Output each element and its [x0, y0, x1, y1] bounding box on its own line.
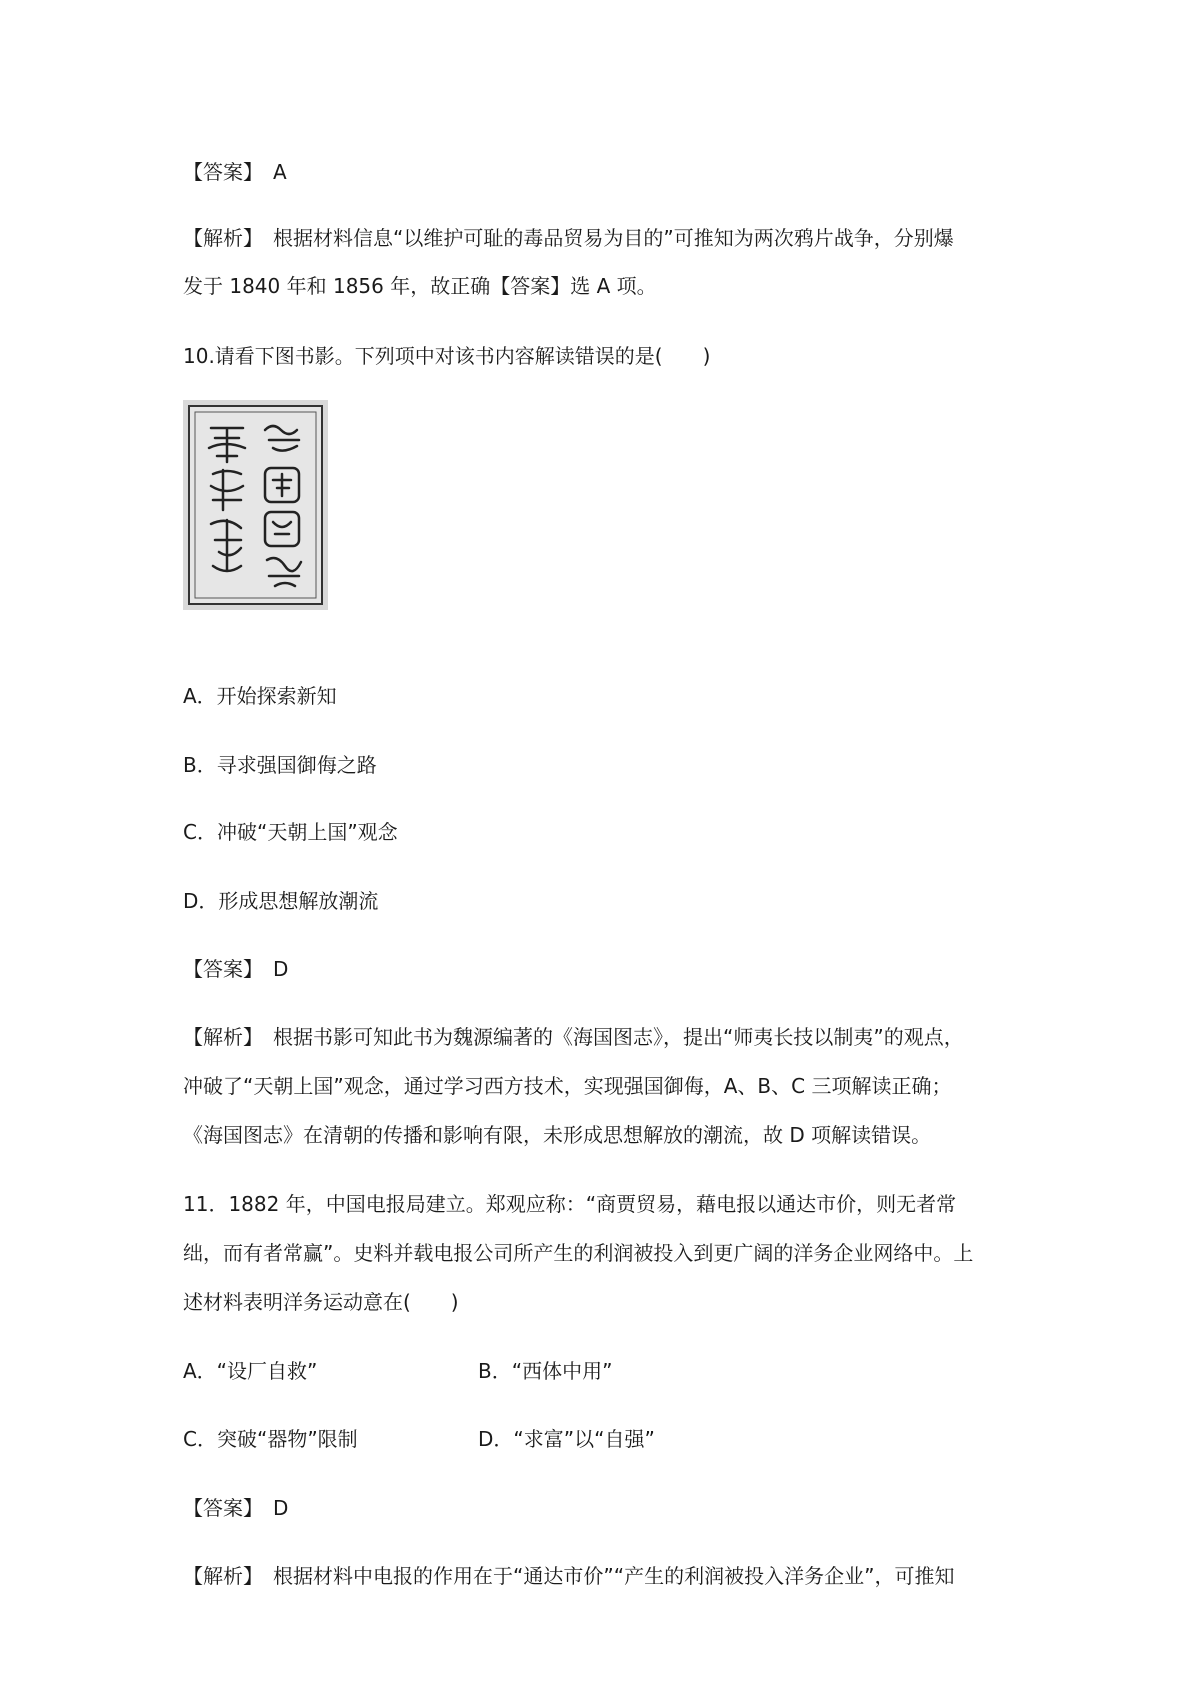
- book-cover-image: [183, 400, 328, 610]
- q10-analysis-line-3: 《海国图志》在清朝的传播和影响有限，未形成思想解放的潮流，故 D 项解读错误。: [183, 1123, 932, 1147]
- q11-option-d: D．“求富”以“自强”: [478, 1427, 655, 1451]
- q11-answer: 【答案】 D: [183, 1496, 289, 1520]
- q10-analysis-line-1: 【解析】 根据书影可知此书为魏源编著的《海国图志》，提出“师夷长技以制夷”的观点，: [183, 1025, 964, 1049]
- q10-option-b: B．寻求强国御侮之路: [183, 753, 377, 777]
- q9-answer: 【答案】 A: [183, 160, 287, 184]
- q9-analysis-line-2: 发于 1840 年和 1856 年，故正确【答案】选 A 项。: [183, 274, 657, 298]
- q11-option-c: C．突破“器物”限制: [183, 1427, 358, 1451]
- q11-question-line-2: 绌，而有者常赢”。史料并载电报公司所产生的利润被投入到更广阔的洋务企业网络中。上: [183, 1241, 974, 1265]
- q10-option-c: C．冲破“天朝上国”观念: [183, 820, 398, 844]
- q11-option-b: B．“西体中用”: [478, 1359, 613, 1383]
- q10-analysis-line-2: 冲破了“天朝上国”观念，通过学习西方技术，实现强国御侮，A、B、C 三项解读正确；: [183, 1074, 952, 1098]
- q11-question-line-3: 述材料表明洋务运动意在( ): [183, 1290, 459, 1314]
- q10-answer: 【答案】 D: [183, 957, 289, 981]
- q9-analysis-line-1: 【解析】 根据材料信息“以维护可耻的毒品贸易为目的”可推知为两次鸦片战争，分别爆: [183, 226, 954, 250]
- q10-question: 10.请看下图书影。下列项中对该书内容解读错误的是( ): [183, 344, 711, 368]
- q11-question-line-1: 11．1882 年，中国电报局建立。郑观应称：“商贾贸易，藉电报以通达市价，则无者常: [183, 1192, 957, 1216]
- q10-option-d: D．形成思想解放潮流: [183, 889, 379, 913]
- q11-option-a: A．“设厂自救”: [183, 1359, 318, 1383]
- q10-option-a: A．开始探索新知: [183, 684, 337, 708]
- q11-analysis-line-1: 【解析】 根据材料中电报的作用在于“通达市价”“产生的利润被投入洋务企业”，可推知: [183, 1564, 955, 1588]
